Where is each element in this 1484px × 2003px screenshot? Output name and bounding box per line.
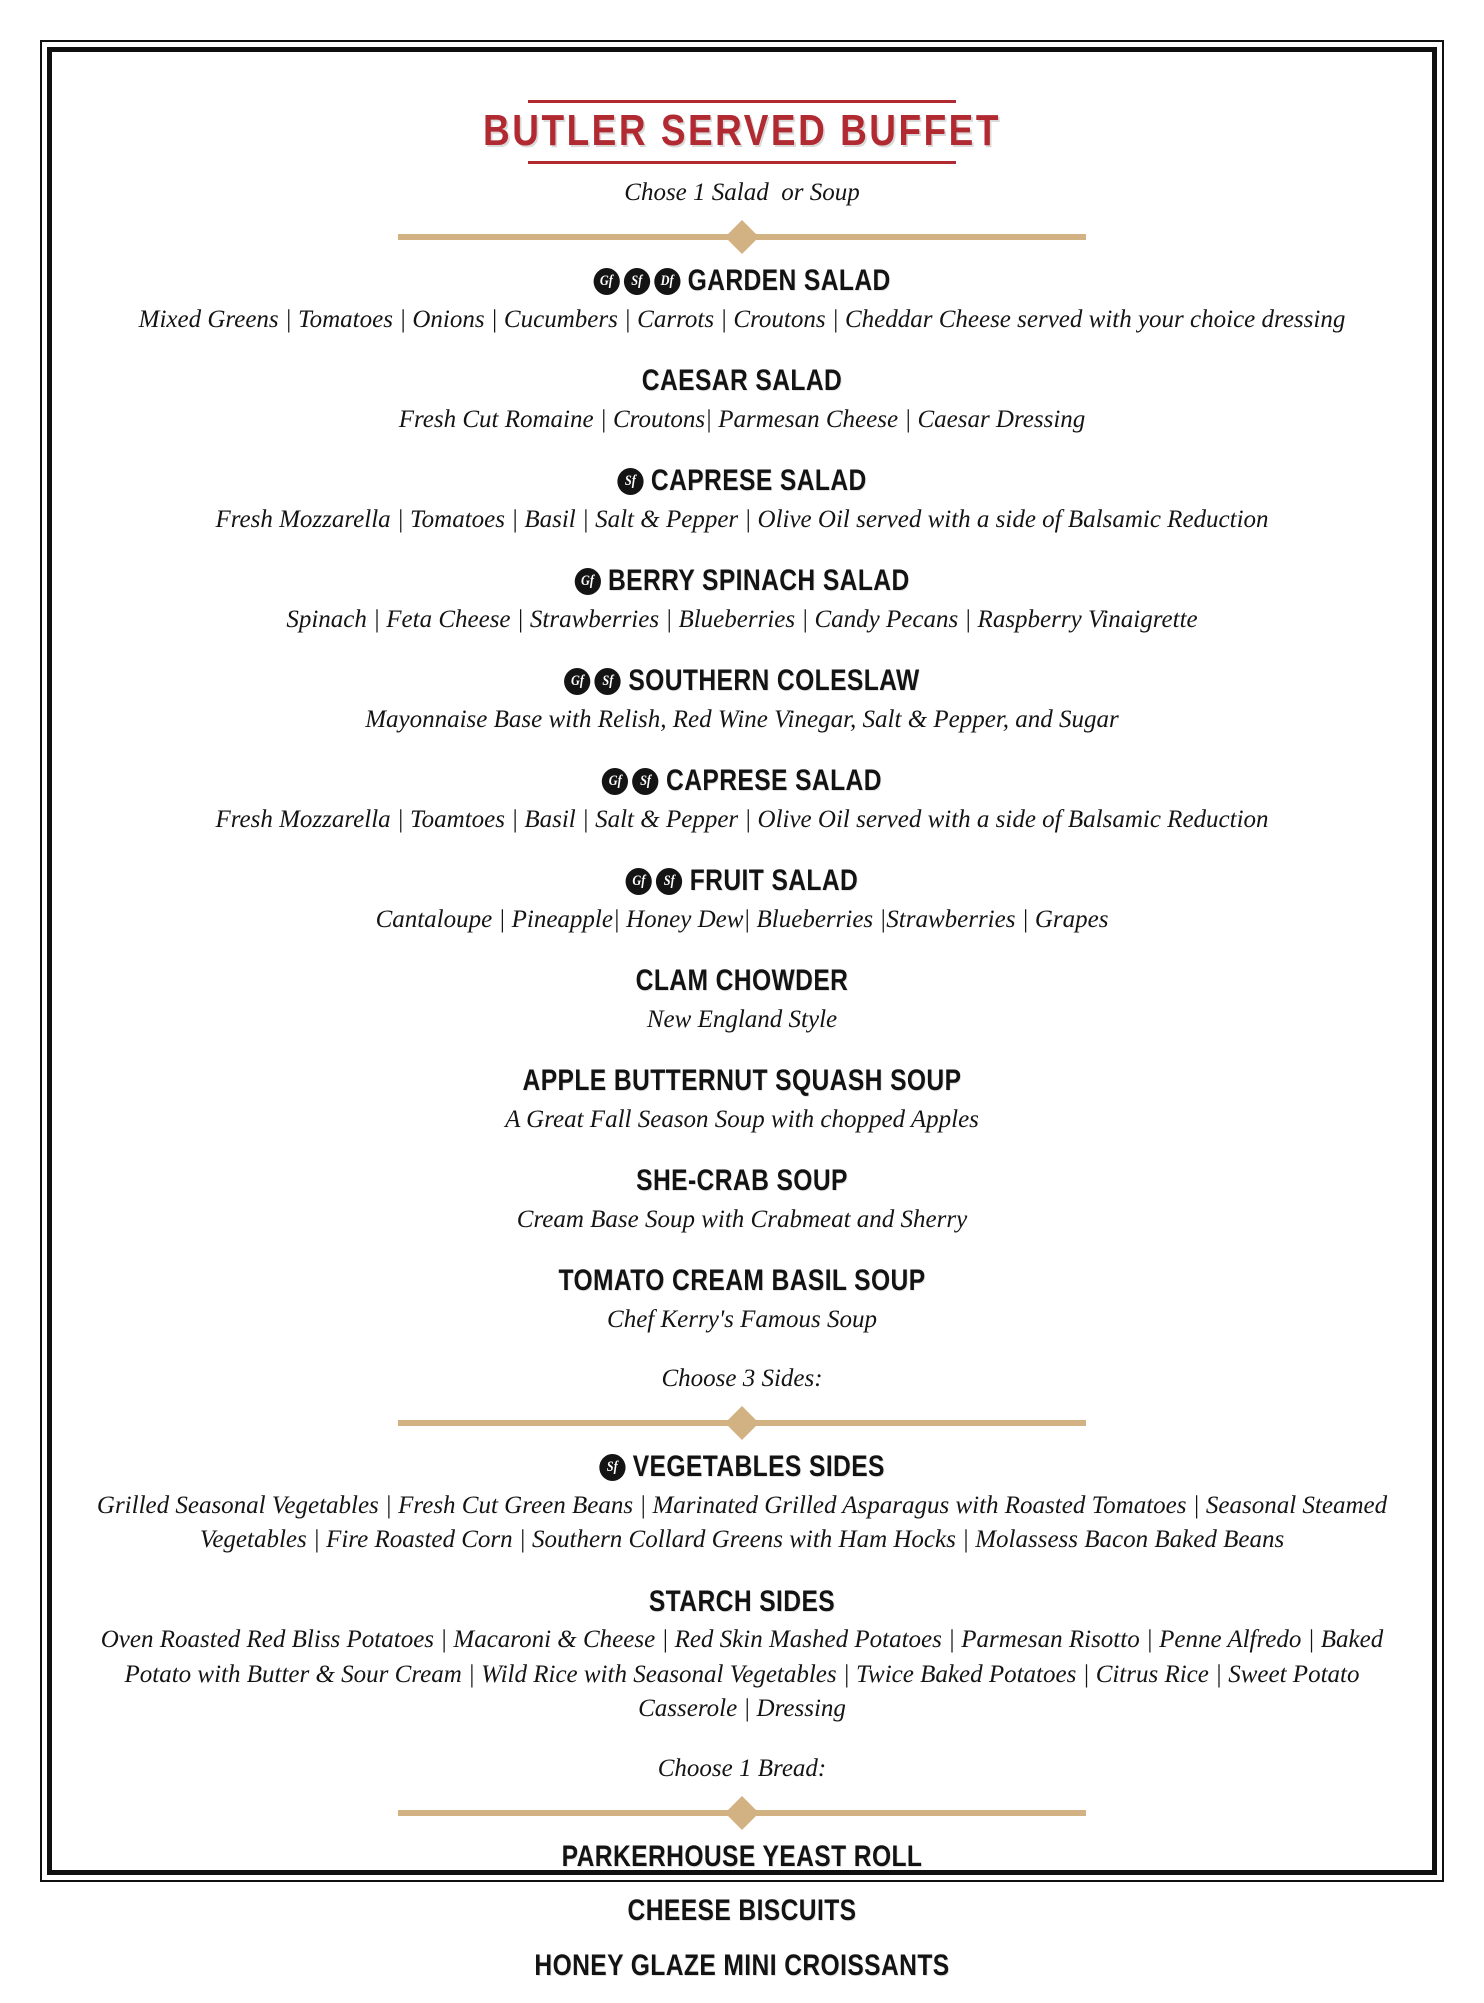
gf-badge-icon: Gf	[626, 868, 652, 895]
menu-item	[90, 264, 1394, 337]
item-header	[207, 264, 1276, 299]
item-name: APPLE BUTTERNUT SQUASH SOUP	[522, 1064, 962, 1098]
dietary-badges	[602, 768, 659, 795]
menu-item	[90, 764, 1394, 837]
menu-item	[90, 1264, 1394, 1337]
sf-badge-icon: Sf	[632, 768, 658, 795]
item-header	[207, 664, 1276, 699]
item-header	[207, 564, 1276, 599]
item-name: VEGETABLES SIDES	[632, 1450, 885, 1484]
item-header	[207, 1264, 1276, 1299]
item-name: PARKERHOUSE YEAST ROLL	[561, 1839, 923, 1873]
dietary-badges	[626, 868, 683, 895]
gf-badge-icon: Gf	[564, 668, 590, 695]
item-description: Cream Base Soup with Crabmeat and Sherry	[516, 1205, 968, 1233]
item-header	[207, 1585, 1276, 1620]
section-divider	[398, 1800, 1086, 1826]
item-description: Fresh Cut Romaine | Croutons| Parmesan Cheese | Caesar Dressing	[398, 405, 1086, 433]
item-header	[207, 964, 1276, 999]
item-description: Mixed Greens | Tomatoes | Onions | Cucumbers | Carrots | Croutons | Cheddar Cheese served with your choice dressing	[138, 305, 1346, 333]
item-header	[207, 1164, 1276, 1199]
item-name: GARDEN SALAD	[687, 264, 891, 298]
dietary-badges	[564, 668, 621, 695]
section-note: Chose 1 Salad or Soup	[624, 179, 860, 207]
menu-section	[90, 1754, 1394, 1984]
item-header	[207, 1949, 1276, 1984]
title-rule-top	[528, 100, 956, 103]
divider-diamond	[725, 1406, 759, 1440]
menu-item	[90, 1840, 1394, 1875]
item-name: HONEY GLAZE MINI CROISSANTS	[534, 1948, 950, 1982]
menu-item	[90, 664, 1394, 737]
item-description: Spinach | Feta Cheese | Strawberries | Blueberries | Candy Pecans | Raspberry Vinaigrette	[286, 605, 1198, 633]
item-header	[207, 1894, 1276, 1929]
item-description: New England Style	[646, 1005, 838, 1033]
title-block	[90, 100, 1394, 164]
section-divider	[398, 1410, 1086, 1436]
item-header	[207, 464, 1276, 499]
menu-item	[90, 464, 1394, 537]
page-title: BUTLER SERVED BUFFET	[483, 106, 1001, 155]
dietary-badges	[574, 568, 600, 595]
section-note: Choose 3 Sides:	[661, 1365, 823, 1393]
item-name: FRUIT SALAD	[689, 864, 859, 898]
item-description: Oven Roasted Red Bliss Potatoes | Macaroni & Cheese | Red Skin Mashed Potatoes | Parmesan Risotto | Penne Alfredo | Baked Potato with Butter & Sour Cream | Wild Rice with Seasonal Vegetables | Twice Baked Potatoes | Citrus Rice | Sweet Potato Casserole | Dressing	[100, 1626, 1384, 1723]
item-name: CHEESE BISCUITS	[627, 1894, 857, 1928]
menu-item	[90, 1949, 1394, 1984]
gf-badge-icon: Gf	[593, 268, 619, 295]
item-description: Grilled Seasonal Vegetables | Fresh Cut Green Beans | Marinated Grilled Asparagus with Roasted Tomatoes | Seasonal Steamed Vegetables | Fire Roasted Corn | Southern Collard Greens with Ham Hocks | Molassess Bacon Baked Beans	[96, 1491, 1388, 1554]
item-header	[207, 764, 1276, 799]
menu-section	[90, 178, 1394, 1337]
item-header	[207, 1840, 1276, 1875]
item-header	[207, 1450, 1276, 1485]
menu-item	[90, 1164, 1394, 1237]
title-rule-bottom	[528, 161, 956, 164]
menu-item	[90, 1894, 1394, 1929]
sf-badge-icon: Sf	[595, 668, 621, 695]
sf-badge-icon: Sf	[617, 468, 643, 495]
menu-item	[90, 1585, 1394, 1727]
sf-badge-icon: Sf	[624, 268, 650, 295]
item-header	[207, 1064, 1276, 1099]
divider-diamond	[725, 1796, 759, 1830]
menu-item	[90, 1450, 1394, 1558]
menu-section	[90, 1364, 1394, 1727]
item-header	[207, 364, 1276, 399]
item-description: Chef Kerry's Famous Soup	[607, 1305, 877, 1333]
menu-item	[90, 1064, 1394, 1137]
section-divider	[398, 224, 1086, 250]
df-badge-icon: Df	[654, 268, 680, 295]
sf-badge-icon: Sf	[656, 868, 682, 895]
item-name: CLAM CHOWDER	[635, 964, 849, 998]
menu-sections	[90, 178, 1394, 1983]
menu-item	[90, 364, 1394, 437]
dietary-badges	[617, 468, 643, 495]
item-header	[207, 864, 1276, 899]
item-name: BERRY SPINACH SALAD	[607, 564, 910, 598]
divider-diamond	[725, 220, 759, 254]
gf-badge-icon: Gf	[574, 568, 600, 595]
gf-badge-icon: Gf	[602, 768, 628, 795]
item-name: CAESAR SALAD	[641, 364, 843, 398]
menu-item	[90, 864, 1394, 937]
item-name: SHE-CRAB SOUP	[636, 1164, 848, 1198]
dietary-badges	[599, 1454, 625, 1481]
menu-content	[90, 100, 1394, 2003]
item-name: TOMATO CREAM BASIL SOUP	[558, 1264, 926, 1298]
item-description: Fresh Mozzarella | Tomatoes | Basil | Salt & Pepper | Olive Oil served with a side of Balsamic Reduction	[215, 505, 1269, 533]
menu-item	[90, 964, 1394, 1037]
item-description: Cantaloupe | Pineapple| Honey Dew| Blueberries |Strawberries | Grapes	[375, 905, 1109, 933]
item-name: CAPRESE SALAD	[666, 764, 882, 798]
menu-item	[90, 564, 1394, 637]
item-description: Mayonnaise Base with Relish, Red Wine Vinegar, Salt & Pepper, and Sugar	[365, 705, 1119, 733]
item-name: STARCH SIDES	[648, 1584, 836, 1618]
item-name: SOUTHERN COLESLAW	[628, 664, 920, 698]
item-description: A Great Fall Season Soup with chopped Apples	[505, 1105, 979, 1133]
item-name: CAPRESE SALAD	[650, 464, 867, 498]
dietary-badges	[593, 268, 680, 295]
sf-badge-icon: Sf	[599, 1454, 625, 1481]
section-note: Choose 1 Bread:	[657, 1754, 827, 1782]
item-description: Fresh Mozzarella | Toamtoes | Basil | Salt & Pepper | Olive Oil served with a side of Balsamic Reduction	[215, 805, 1269, 833]
